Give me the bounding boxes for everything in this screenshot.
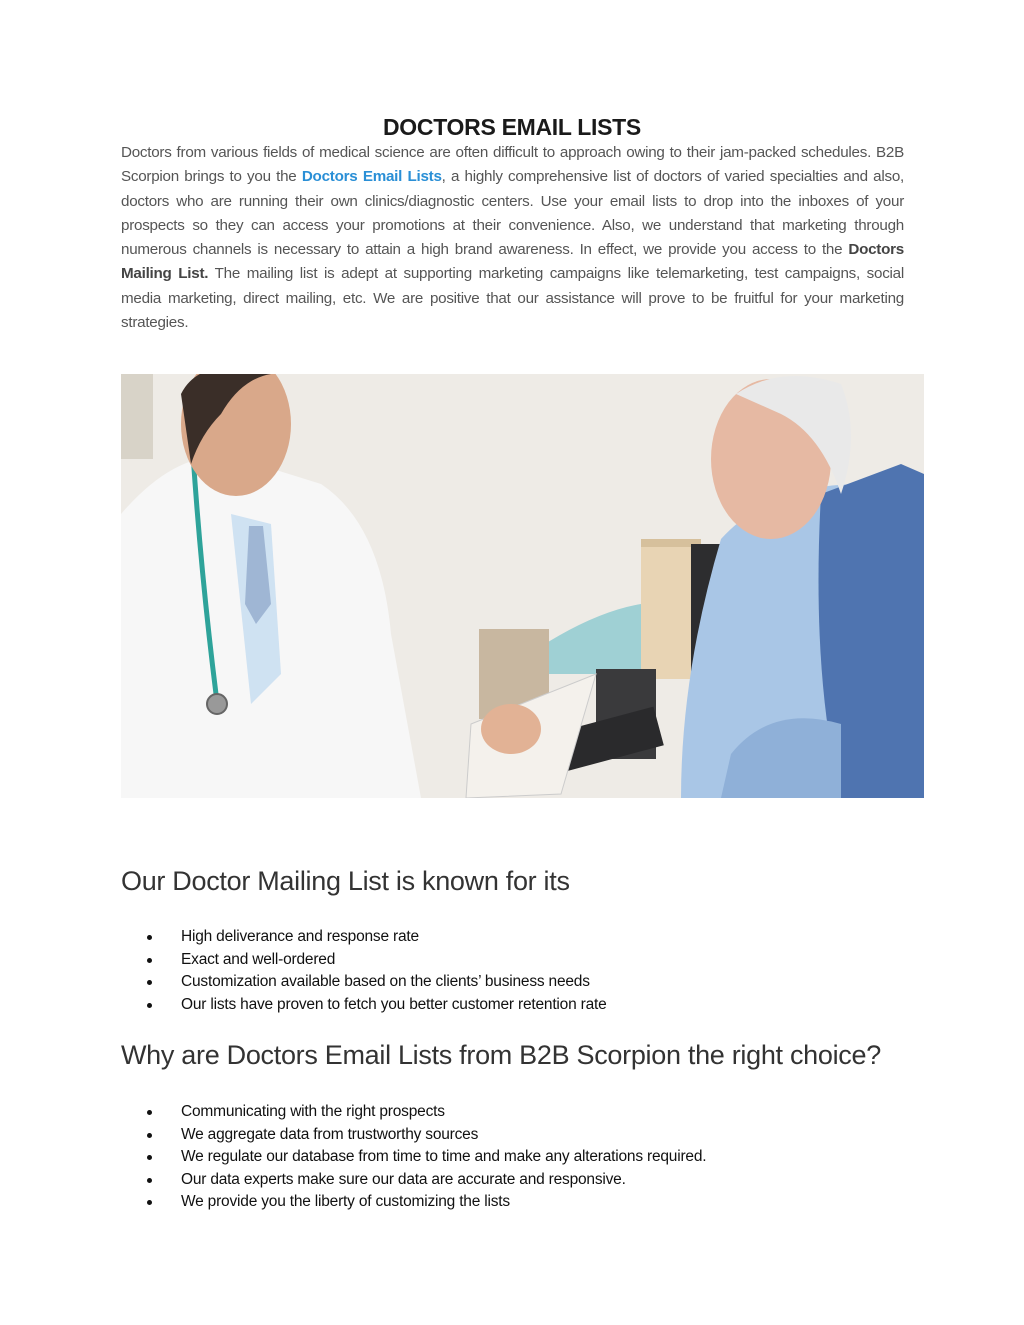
list-item-text: Our data experts make sure our data are accurate and responsive. — [181, 1170, 626, 1188]
doctors-email-lists-link[interactable]: Doctors Email Lists — [301, 168, 442, 186]
intro-text-2: , a highly comprehensive list of doctors of varied specialties and also, doctors who are running their own clinics/diagnostic centers. Use your email lists to drop into the inboxes of your prospects so they can access your promotions at their convenience. Also, we understand that marketing through numerous channels is necessary to attain a high brand awareness. In effect, we provide you access to the — [121, 168, 905, 259]
doctors-mailing-list-bold: Doctors Mailing List. — [121, 241, 904, 283]
list-item — [121, 1169, 706, 1192]
bullet-icon — [147, 980, 152, 985]
bullet-icon — [147, 1110, 152, 1115]
list-item-text: We aggregate data from trustworthy sources — [181, 1125, 479, 1143]
list-item-text: We regulate our database from time to time and make any alterations required. — [181, 1148, 707, 1165]
list-item-text: Customization available based on the clients’ business needs — [181, 973, 590, 990]
list-item — [121, 926, 607, 949]
bullet-icon — [147, 1178, 152, 1183]
list-item — [121, 949, 607, 972]
page-title: DOCTORS EMAIL LISTS — [383, 114, 641, 141]
bullet-icon — [147, 1003, 152, 1008]
list-item — [121, 1124, 706, 1147]
list-item — [121, 971, 607, 994]
intro-text-3: The mailing list is adept at supporting marketing campaigns like telemarketing, test campaigns, social media marketing, direct mailing, etc. We are positive that our assistance will prove to be fruitful for your marketing strategies. — [121, 265, 904, 332]
list-item — [121, 1146, 706, 1169]
section2-heading: Why are Doctors Email Lists from B2B Scorpion the right choice? — [121, 1040, 881, 1070]
bullet-icon — [147, 1200, 152, 1205]
intro-text-1: Doctors from various fields of medical science are often difficult to approach owing to their jam-packed schedules. B2B Scorpion brings to you the — [121, 144, 904, 186]
list-item — [121, 1191, 706, 1214]
list-item — [121, 994, 607, 1017]
intro-paragraph — [121, 141, 904, 335]
bullet-icon — [147, 935, 152, 940]
list-item-text: Communicating with the right prospects — [181, 1103, 445, 1120]
section1-list — [121, 926, 607, 1016]
list-item — [121, 1101, 706, 1124]
bullet-icon — [147, 958, 152, 963]
bullet-icon — [147, 1155, 152, 1160]
list-item-text: Exact and well-ordered — [181, 950, 336, 968]
list-item-text: Our lists have proven to fetch you better customer retention rate — [181, 995, 607, 1013]
list-item-text: High deliverance and response rate — [181, 928, 419, 945]
section2-list — [121, 1101, 706, 1214]
doctor-patient-photo — [121, 374, 924, 798]
bullet-icon — [147, 1133, 152, 1138]
list-item-text: We provide you the liberty of customizing the lists — [181, 1193, 510, 1210]
section1-heading: Our Doctor Mailing List is known for its — [121, 866, 570, 896]
